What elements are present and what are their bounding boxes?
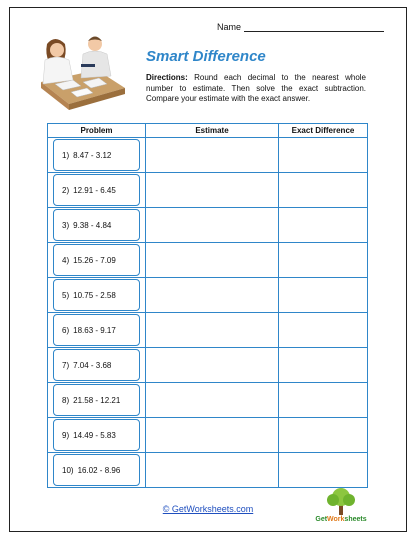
- estimate-answer-cell[interactable]: [146, 418, 279, 453]
- problem-number: 4): [62, 255, 70, 265]
- name-label: Name: [217, 22, 242, 32]
- estimate-answer-cell[interactable]: [146, 383, 279, 418]
- problem-box: [53, 209, 140, 241]
- estimate-answer-cell[interactable]: [146, 348, 279, 383]
- students-studying-illustration: [37, 30, 127, 112]
- exact-difference-answer-cell[interactable]: [279, 383, 368, 418]
- problem-cell: [48, 383, 146, 418]
- getworksheets-logo: [313, 487, 369, 523]
- problem-expression: 12.91 - 6.45: [73, 185, 116, 195]
- problem-cell: [48, 173, 146, 208]
- exact-difference-answer-cell[interactable]: [279, 243, 368, 278]
- name-blank-line[interactable]: [244, 22, 384, 32]
- table-row: [48, 243, 368, 278]
- problem-expression: 15.26 - 7.09: [73, 255, 116, 265]
- problem-number: 1): [62, 150, 70, 160]
- tree-icon: [313, 487, 369, 515]
- problem-expression: 10.75 - 2.58: [73, 290, 116, 300]
- problem-number: 6): [62, 325, 70, 335]
- problem-cell: [48, 138, 146, 173]
- table-row: [48, 173, 368, 208]
- column-header-problem: Problem: [48, 124, 146, 138]
- name-field[interactable]: [217, 22, 384, 32]
- estimate-answer-cell[interactable]: [146, 278, 279, 313]
- column-header-estimate: Estimate: [146, 124, 279, 138]
- estimate-answer-cell[interactable]: [146, 313, 279, 348]
- exact-difference-answer-cell[interactable]: [279, 348, 368, 383]
- problem-number: 3): [62, 220, 70, 230]
- problem-expression: 18.63 - 9.17: [73, 325, 116, 335]
- column-header-exact-difference: Exact Difference: [279, 124, 368, 138]
- estimate-answer-cell[interactable]: [146, 173, 279, 208]
- problem-box: [53, 139, 140, 171]
- logo-text: GetWorksheets: [315, 516, 367, 523]
- problem-expression: 9.38 - 4.84: [73, 220, 112, 230]
- table-row: [48, 348, 368, 383]
- problem-cell: [48, 243, 146, 278]
- problem-number: 7): [62, 360, 70, 370]
- problem-expression: 14.49 - 5.83: [73, 430, 116, 440]
- exact-difference-answer-cell[interactable]: [279, 208, 368, 243]
- problem-number: 5): [62, 290, 70, 300]
- problem-expression: 21.58 - 12.21: [73, 395, 121, 405]
- problem-table: [47, 123, 368, 488]
- problem-expression: 7.04 - 3.68: [73, 360, 112, 370]
- directions: [146, 73, 366, 105]
- estimate-answer-cell[interactable]: [146, 243, 279, 278]
- problem-number: 9): [62, 430, 70, 440]
- problem-box: [53, 419, 140, 451]
- problem-box: [53, 279, 140, 311]
- problem-number: 10): [62, 465, 74, 475]
- directions-text: Round each decimal to the nearest whole number to estimate. Then solve the exact subtraction. Compare your estimate with the exact answer.: [146, 73, 366, 103]
- problem-box: [53, 454, 140, 486]
- exact-difference-answer-cell[interactable]: [279, 173, 368, 208]
- exact-difference-answer-cell[interactable]: [279, 453, 368, 488]
- exact-difference-answer-cell[interactable]: [279, 138, 368, 173]
- table-row: [48, 278, 368, 313]
- worksheet-title: Smart Difference: [146, 48, 266, 65]
- table-row: [48, 313, 368, 348]
- problem-cell: [48, 348, 146, 383]
- problem-box: [53, 349, 140, 381]
- problem-cell: [48, 418, 146, 453]
- problem-cell: [48, 208, 146, 243]
- problem-cell: [48, 313, 146, 348]
- table-header-row: [48, 124, 368, 138]
- problem-expression: 16.02 - 8.96: [77, 465, 121, 475]
- problem-box: [53, 314, 140, 346]
- table-row: [48, 208, 368, 243]
- problem-box: [53, 174, 140, 206]
- problem-number: 8): [62, 395, 70, 405]
- estimate-answer-cell[interactable]: [146, 208, 279, 243]
- problem-cell: [48, 453, 146, 488]
- table-row: [48, 383, 368, 418]
- problem-cell: [48, 278, 146, 313]
- problem-box: [53, 244, 140, 276]
- table-row: [48, 453, 368, 488]
- getworksheets-link[interactable]: © GetWorksheets.com: [162, 504, 254, 514]
- exact-difference-answer-cell[interactable]: [279, 313, 368, 348]
- problem-expression: 8.47 - 3.12: [73, 150, 112, 160]
- exact-difference-answer-cell[interactable]: [279, 278, 368, 313]
- problem-box: [53, 384, 140, 416]
- problem-number: 2): [62, 185, 70, 195]
- table-row: [48, 418, 368, 453]
- exact-difference-answer-cell[interactable]: [279, 418, 368, 453]
- estimate-answer-cell[interactable]: [146, 138, 279, 173]
- estimate-answer-cell[interactable]: [146, 453, 279, 488]
- table-row: [48, 138, 368, 173]
- directions-label: Directions:: [146, 73, 188, 82]
